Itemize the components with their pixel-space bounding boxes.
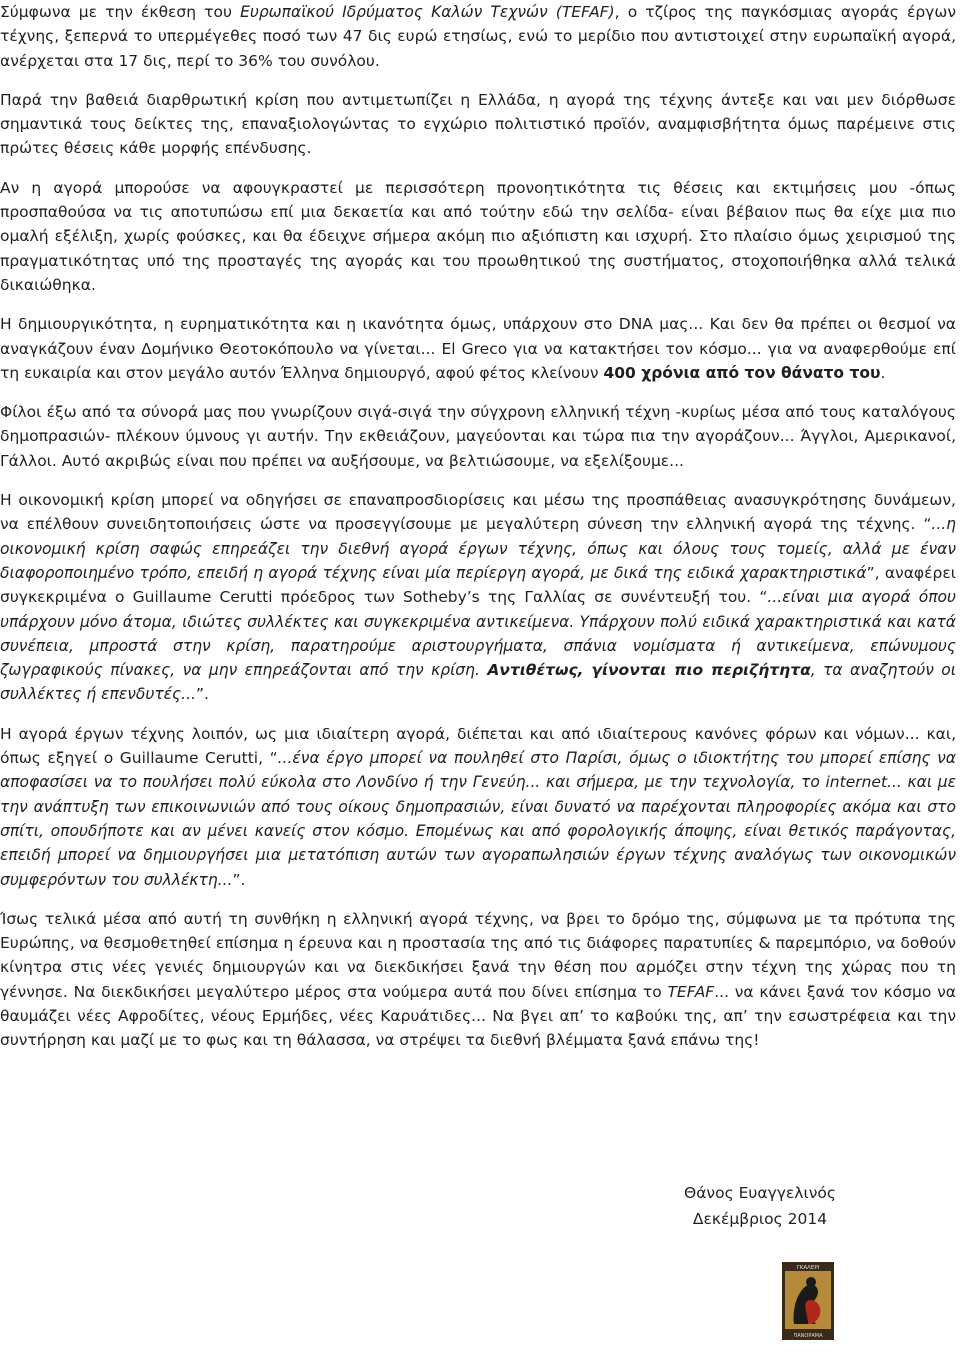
paragraph	[0, 488, 956, 707]
text-run: Η αγορά έργων τέχνης λοιπόν, ως μια ιδιαίτερη αγορά, διέπεται και από ιδιαίτερους κανόνες φόρων και νόμων... και, όπως εξηγεί ο Guillaume Cerutti, “	[0, 724, 956, 768]
paragraph	[0, 0, 956, 73]
text-run: Η δημιουργικότητα, η ευρηματικότητα και η ικανότητα όμως, υπάρχουν στο DNA μας... Και δεν θα πρέπει οι θεσμοί να αναγκάζουν έναν Δομήνικο Θεοτοκόπουλο να γίνεται... El Greco για να κατακτήσει τον κόσμο... για να αναφερθούμε επί τη ευκαιρία και στον μεγάλο αυτόν Έλληνα δημιουργό, αφού φέτος κλείνουν	[0, 315, 956, 382]
text-run: ”.	[195, 685, 209, 704]
logo-top-lettering: ΓΚΑΛΕΡΙ	[796, 1265, 820, 1271]
author-name: Θάνος Ευαγγελινός	[684, 1184, 836, 1202]
text-run: Ευρωπαϊκού Ιδρύματος Καλών Τεχνών (TEFAF)	[240, 3, 615, 21]
text-run: , τα αναζητούν οι συλλέκτες ή επενδυτές...	[0, 661, 956, 704]
text-run: Παρά την βαθειά διαρθρωτική κρίση που αντιμετωπίζει η Ελλάδα, η αγορά της τέχνης άντεξε και ναι μεν διόρθωσε σημαντικά τους δείκτες της, επαναξιολογώντας το εγχώριο πολιτιστικό προϊόν, αναμφισβήτητα όμως παρέμεινε στις πρώτες θέσεις κάθε μορφής επένδυσης.	[0, 90, 956, 158]
paragraph	[0, 88, 956, 161]
text-run: Φίλοι έξω από τα σύνορά μας που γνωρίζουν σιγά-σιγά την σύγχρονη ελληνική τέχνη -κυρίως μέσα από τους καταλόγους δημοπρασιών- πλέκουν ύμνους γι αυτήν. Την εκθειάζουν, μαγεύονται και τώρα πια την αγοράζουν... Άγγλοι, Αμερικανοί, Γάλλοι. Αυτό ακριβώς είναι που πρέπει να αυξήσουμε, να βελτιώσουμε, να εξελίξουμε...	[0, 403, 956, 470]
text-run: ... να κάνει ξανά τον κόσμο να θαυμάζει νέες Αφροδίτες, νέους Ερμήδες, νέες Καρυάτιδες... Να βγει απ’ το καβούκι της, απ’ την εσωστρέφεια και την συντήρηση και μαζί με το φως και τη θάλασσα, να στρέψει τα διεθνή βλέμματα ξανά επάνω της!	[0, 982, 956, 1050]
text-run: .	[880, 363, 886, 382]
signature-block	[660, 1180, 860, 1232]
text-run: 400 χρόνια από τον θάνατο του	[603, 363, 881, 382]
text-run: ...ένα έργο μπορεί να πουληθεί στο Παρίσι, όμως ο ιδιοκτήτης του μπορεί επίσης να αποφασίσει να το πουλήσει πολύ εύκολα στο Λονδίνο ή την Γενεύη... και σήμερα, με την τεχνολογία, το internet... και με την ανάπτυξη των επικοινωνιών από τους οίκους δημοπρασιών, είναι δυνατό να παρέχονται πληροφορίες ακόμα και στο σπίτι, οπουδήποτε και αν μένει κανείς στον κόσμο. Επομένως και από φορολογικής άποψης, είναι θετικός παράγοντας, επειδή μπορεί να δημιουργήσει μια μετατόπιση αυτών των αγοραπωλησιών έργων τέχνης αναλόγως των οικονομικών συμφερόντων του συλλέκτη...	[0, 749, 956, 889]
text-run: ”, αναφέρει συγκεκριμένα ο Guillaume Cerutti πρόεδρος των Sotheby’s της Γαλλίας σε συνέντευξή του. “	[0, 563, 957, 607]
paragraph	[0, 176, 956, 297]
text-run: Ίσως τελικά μέσα από αυτή τη συνθήκη η ελληνική αγορά τέχνης, να βρει το δρόμο της, σύμφωνα με τα πρότυπα της Ευρώπης, να θεσμοθετηθεί επίσημα η έρευνα και η προστασία της από τις διάφορες παρατυπίες & παρεμπόριο, να δοθούν κίνητρα στις νέες γενιές δημιουργών και να διεκδικήσει ξανά την θέση που αρμόζει στην τέχνη της χώρας που τη γέννησε. Να διεκδικήσει μεγαλύτερο μέρος στα νούμερα αυτά που δίνει επίσημα το	[0, 909, 956, 1001]
gallery-logo	[782, 1262, 834, 1340]
text-run: ”.	[232, 870, 246, 889]
text-run: Αντιθέτως, γίνονται πιο περιζήτητα	[487, 661, 811, 680]
paragraph	[0, 722, 956, 892]
text-run: TEFAF	[667, 982, 715, 1001]
text-run: Η οικονομική κρίση μπορεί να οδηγήσει σε επαναπροσδιορίσεις και μέσω της προσπάθειας ανασυγκρότησης δυνάμεων, να επέλθουν συνειδητοποιήσεις ώστε να προσεγγίσουμε με μεγαλύτερη σύνεση την ελληνική αγορά της τέχνης. “	[0, 491, 956, 534]
paragraph	[0, 312, 956, 385]
paragraph	[0, 400, 956, 473]
text-run: , ο τζίρος της παγκόσμιας αγοράς έργων τέχνης, ξεπερνά το υπερμέγεθες ποσό των 47 δις ευρώ ετησίως, ενώ το μερίδιο που αντιστοιχεί στην ευρωπαϊκή αγορά, ανέρχεται στα 17 δις, περί το 36% του συνόλου.	[0, 3, 956, 70]
gallery-logo-graphic	[782, 1262, 834, 1340]
signature-date: Δεκέμβριος 2014	[692, 1210, 828, 1228]
text-run: ...είναι μια αγορά όπου υπάρχουν μόνο άτομα, ιδιώτες συλλέκτες και συγκεκριμένα αντικείμενα. Υπάρχουν πολύ ειδικά χαρακτηριστικά και κατά συνέπεια, μπροστά στην κρίση, παρατηρούμε αριστουργήματα, σπάνια νομίσματα ή αντικείμενα, επώνυμους ζωγραφικούς πίνακες, να μην επηρεάζονται από την κρίση.	[0, 588, 956, 680]
text-run: ...η οικονομική κρίση σαφώς επηρεάζει την διεθνή αγορά έργων τέχνης, όπως και όλους τους τομείς, αλλά με έναν διαφοροποιημένο τρόπο, επειδή η αγορά τέχνης είναι μία περίεργη αγορά, με δικά της ειδικά χαρακτηριστικά	[0, 515, 956, 582]
paragraph	[0, 907, 956, 1053]
text-run: Αν η αγορά μπορούσε να αφουγκραστεί με περισσότερη προνοητικότητα τις θέσεις και εκτιμήσεις μου -όπως προσπαθούσα να τις αποτυπώσω επί μια δεκαετία και από τούτην εδώ την σελίδα- είναι βέβαιον πως θα είχε μια πιο ομαλή εξέλιξη, χωρίς φούσκες, και θα έδειχνε σήμερα ακόμη πιο αξιόπιστη και ισχυρή. Στο πλαίσιο όμως χειρισμού της πραγματικότητας υπό της προσταγές της αγοράς και του προωθητικού της συστήματος, στοχοποιήθηκα αλλά τελικά δικαιώθηκα.	[0, 178, 956, 294]
logo-bottom-lettering: ΠΑΝΟΡΑΜΑ	[793, 1333, 823, 1339]
text-run: Σύμφωνα με την έκθεση του	[0, 3, 241, 21]
